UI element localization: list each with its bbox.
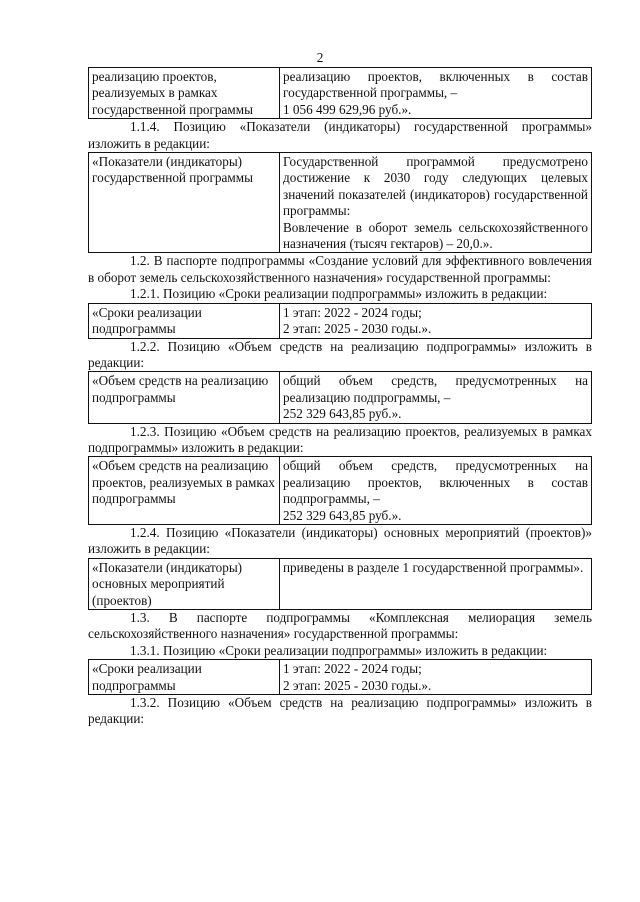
- cell-paragraph: общий объем средств, предусмотренных на реализацию подпрограммы, –: [283, 373, 588, 405]
- table-1-1-4: [88, 152, 592, 253]
- paragraph-1-2-4: 1.2.4. Позицию «Показатели (индикаторы) основных мероприятий (проектов)» изложить в редакции:: [88, 524, 592, 557]
- cell-paragraph: Государственной программой предусмотрено достижение к 2030 году следующих целевых значений показателей (индикаторов) государственной программы:: [283, 154, 588, 219]
- paragraph-1-2: 1.2. В паспорте подпрограммы «Создание условий для эффективного вовлечения в оборот земель сельскохозяйственного назначения» государственной программы:: [88, 253, 592, 285]
- table-1-2-3: [88, 456, 592, 525]
- cell-paragraph: приведены в разделе 1 государственной программы».: [283, 559, 584, 575]
- cell-paragraph: общий объем средств, предусмотренных на реализацию проектов, включенных в состав подпрограммы, –: [283, 458, 588, 507]
- paragraph-1-1-4: 1.1.4. Позицию «Показатели (индикаторы) государственной программы» изложить в редакции:: [88, 119, 592, 151]
- table-cell-value: [280, 558, 592, 609]
- cell-paragraph: 2 этап: 2025 - 2030 годы.».: [283, 321, 432, 337]
- table-1-2-1: [88, 303, 592, 339]
- cell-paragraph: 252 329 643,85 руб.».: [283, 406, 402, 422]
- table-top-continuation: [88, 67, 592, 119]
- table-cell-label: «Показатели (индикаторы) государственной программы: [89, 153, 280, 253]
- cell-paragraph: реализацию проектов, включенных в состав государственной программы, –: [283, 69, 588, 101]
- paragraph-1-3-1: 1.3.1. Позицию «Сроки реализации подпрограммы» изложить в редакции:: [130, 642, 548, 658]
- table-cell-value: [280, 68, 592, 119]
- cell-paragraph: 252 329 643,85 руб.».: [283, 507, 402, 523]
- table-row: [89, 372, 592, 423]
- table-cell-label: «Показатели (индикаторы) основных мероприятий (проектов): [89, 558, 280, 609]
- table-cell-label: реализацию проектов, реализуемых в рамках государственной программы: [89, 68, 280, 119]
- table-row: [89, 68, 592, 119]
- document-body: [88, 67, 592, 728]
- cell-paragraph: Вовлечение в оборот земель сельскохозяйственного назначения (тысяч гектаров) – 20,0.».: [283, 219, 588, 252]
- cell-paragraph: 1 этап: 2022 - 2024 годы;: [283, 661, 422, 677]
- paragraph-1-2-3: 1.2.3. Позицию «Объем средств на реализацию проектов, реализуемых в рамках подпрограммы» изложить в редакции:: [88, 423, 592, 455]
- page-number: 2: [316, 50, 324, 65]
- cell-paragraph: 1 056 499 629,96 руб.».: [283, 101, 412, 117]
- paragraph-1-3: 1.3. В паспорте подпрограммы «Комплексная мелиорация земель сельскохозяйственного назначения» государственной программы:: [88, 610, 592, 642]
- cell-paragraph: 2 этап: 2025 - 2030 годы.».: [283, 677, 432, 693]
- table-cell-label: «Сроки реализации подпрограммы: [89, 303, 280, 338]
- table-1-2-2: [88, 371, 592, 423]
- cell-paragraph: 1 этап: 2022 - 2024 годы;: [283, 304, 422, 320]
- table-1-3-1: [88, 659, 592, 695]
- table-cell-value: [280, 153, 592, 253]
- table-cell-value: [280, 303, 592, 338]
- table-cell-value: [280, 660, 592, 695]
- table-cell-label: «Объем средств на реализацию подпрограммы: [89, 372, 280, 423]
- paragraph-1-2-1: 1.2.1. Позицию «Сроки реализации подпрограммы» изложить в редакции:: [130, 286, 548, 302]
- table-cell-value: [280, 372, 592, 423]
- table-row: [89, 457, 592, 525]
- paragraph-1-3-2: 1.3.2. Позицию «Объем средств на реализацию подпрограммы» изложить в редакции:: [88, 695, 592, 727]
- table-cell-label: «Объем средств на реализацию проектов, реализуемых в рамках подпрограммы: [89, 457, 280, 525]
- table-row: [89, 660, 592, 695]
- table-row: [89, 153, 592, 253]
- table-row: [89, 558, 592, 609]
- paragraph-1-2-2: 1.2.2. Позицию «Объем средств на реализацию подпрограммы» изложить в редакции:: [88, 338, 592, 370]
- table-1-2-4: [88, 558, 592, 610]
- table-cell-value: [280, 457, 592, 525]
- table-row: [89, 303, 592, 338]
- table-cell-label: «Сроки реализации подпрограммы: [89, 660, 280, 695]
